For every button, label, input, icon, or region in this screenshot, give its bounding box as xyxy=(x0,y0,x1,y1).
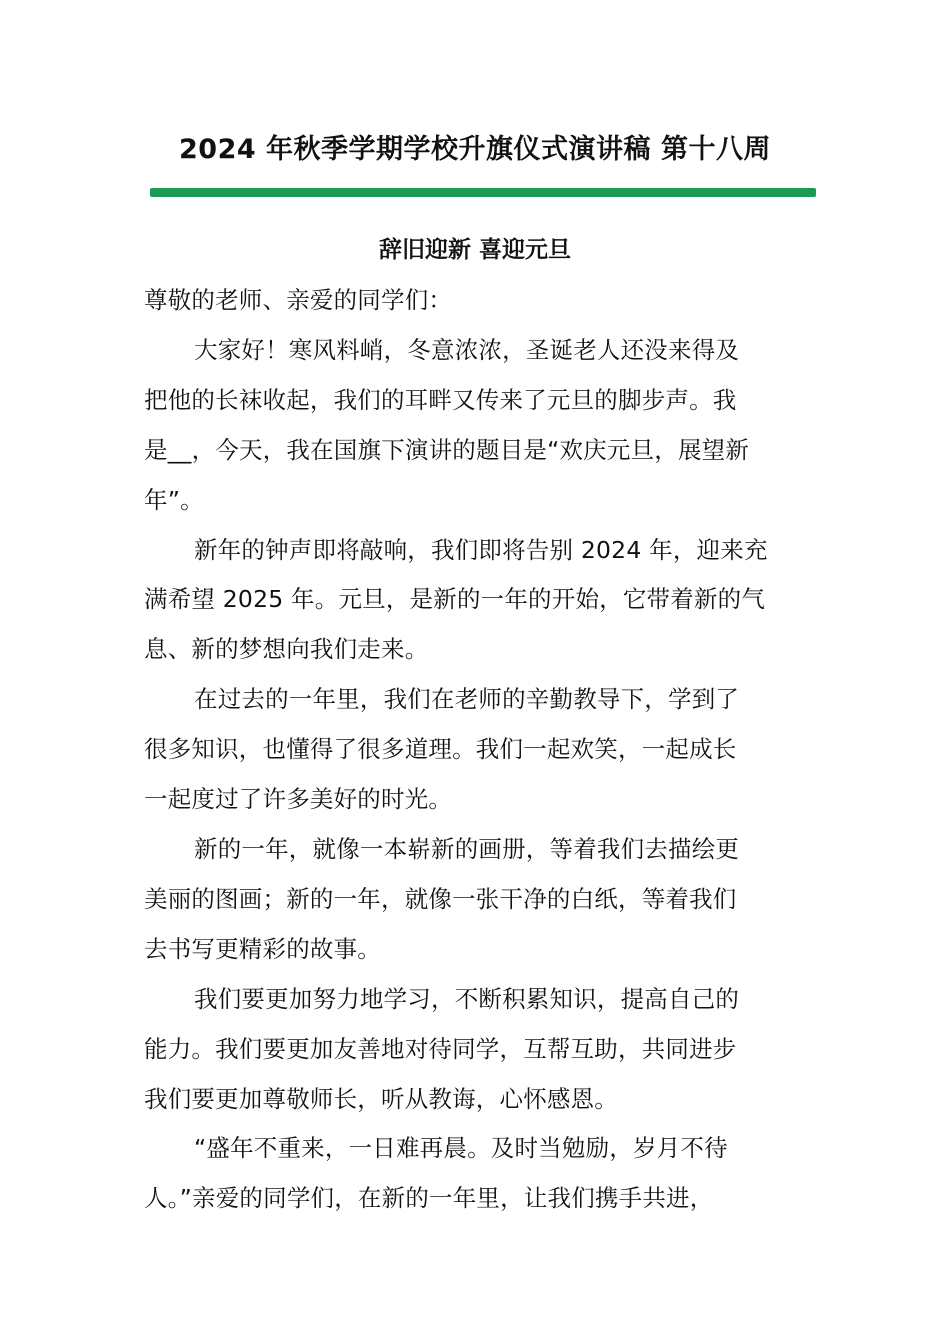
text-line: 把他的长袜收起，我们的耳畔又传来了元旦的脚步声。我 xyxy=(144,385,737,414)
paragraph-new-album xyxy=(144,825,812,975)
text-line: 年”。 xyxy=(144,485,204,514)
paragraph-resolutions xyxy=(144,975,812,1125)
text-line: 是__，今天，我在国旗下演讲的题目是“欢庆元旦，展望新 xyxy=(144,435,750,464)
text-line: 在过去的一年里，我们在老师的辛勤教导下，学到了 xyxy=(194,685,740,714)
document-title: 2024 年秋季学期学校升旗仪式演讲稿 第十八周 xyxy=(179,134,771,165)
text-line: 满希望 2025 年。元旦，是新的一年的开始，它带着新的气 xyxy=(144,585,766,614)
text-line: 人。”亲爱的同学们，在新的一年里，让我们携手共进， xyxy=(144,1184,714,1213)
paragraph-poem xyxy=(144,1124,812,1224)
speech-subtitle: 辞旧迎新 喜迎元旦 xyxy=(378,237,571,263)
text-line: 我们要更加尊敬师长，听从教诲，心怀感恩。 xyxy=(144,1084,618,1113)
text-line: 新的一年，就像一本崭新的画册，等着我们去描绘更 xyxy=(194,834,740,863)
text-line: 一起度过了许多美好的时光。 xyxy=(144,785,453,814)
title-underline xyxy=(150,188,816,197)
text-line: 我们要更加努力地学习，不断积累知识，提高自己的 xyxy=(194,984,740,1013)
text-line: 美丽的图画；新的一年，就像一张干净的白纸，等着我们 xyxy=(144,884,737,913)
text-line: 去书写更精彩的故事。 xyxy=(144,934,381,963)
paragraph-new-year xyxy=(144,526,812,676)
text-line: 很多知识，也懂得了很多道理。我们一起欢笑，一起成长 xyxy=(144,735,737,764)
text-line: 新年的钟声即将敲响，我们即将告别 2024 年，迎来充 xyxy=(194,535,768,564)
text-line: 大家好！寒风料峭，冬意浓浓，圣诞老人还没来得及 xyxy=(194,335,740,364)
paragraph-greeting xyxy=(144,326,812,526)
paragraph-past-year xyxy=(144,675,812,825)
text-line: “盛年不重来，一日难再晨。及时当勉励，岁月不待 xyxy=(194,1134,728,1163)
text-line: 能力。我们要更加友善地对待同学，互帮互助，共同进步 xyxy=(144,1034,737,1063)
speech-body xyxy=(144,276,812,1224)
salutation-line: 尊敬的老师、亲爱的同学们： xyxy=(144,286,453,314)
text-line: 息、新的梦想向我们走来。 xyxy=(144,635,429,664)
